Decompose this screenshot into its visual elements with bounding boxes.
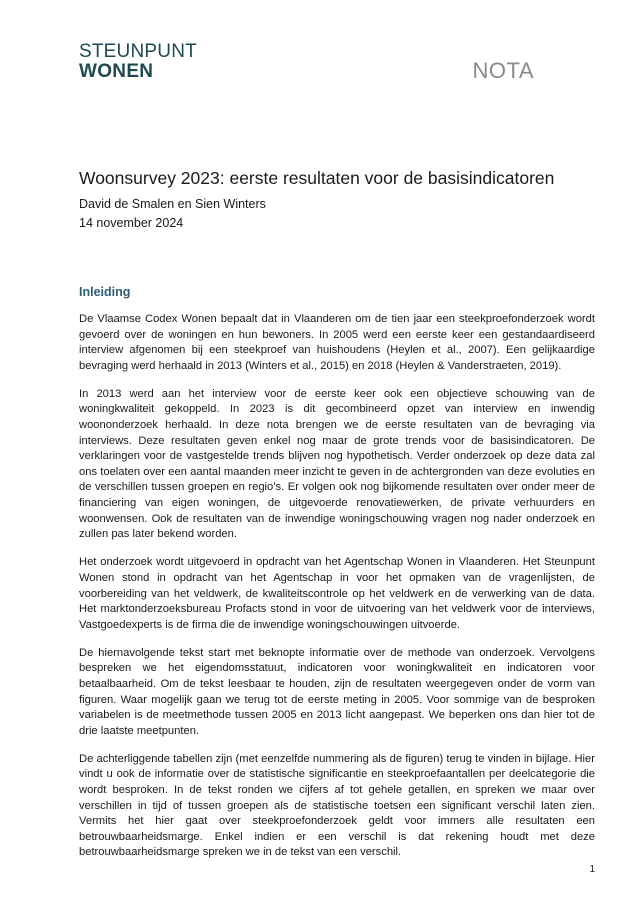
paragraph-5: De achterliggende tabellen zijn (met eenzelfde nummering als de figuren) terug te vinden in bijlage. Hier vindt u ook de informatie over de statistische significantie en steekproefaantallen per deelcategorie die wordt besproken. In de tekst ronden we cijfers af tot gehele getallen, en spreken we maar over verschillen in tijd of tussen groepen als de statistische toetsen een significant verschil laten zien. Vermits het hier gaat over steekproefonderzoek geldt voor immers alle resultaten een betrouwbaarheidsmarge. Enkel indien er een verschil is dat rekening houdt met deze betrouwbaarheidsmarge spreken we in de tekst van een verschil. — [79, 752, 595, 859]
section-heading-inleiding: Inleiding — [79, 285, 131, 299]
logo-line-2: WONEN — [79, 61, 154, 82]
section-body — [79, 312, 595, 874]
paragraph-1: De Vlaamse Codex Wonen bepaalt dat in Vlaanderen om de tien jaar een steekproefonderzoek wordt gevoerd over de woningen en hun bewoners. In 2005 werd een eerste keer een gestandaardiseerd interview afgenomen bij een steekproef van huishoudens (Heylen et al., 2007). Een gelijkaardige bevraging werd herhaald in 2013 (Winters et al., 2015) en 2018 (Heylen & Vanderstraeten, 2019). — [79, 313, 595, 372]
paragraph-2: In 2013 werd aan het interview voor de eerste keer ook een objectieve schouwing van de woningkwaliteit gekoppeld. In 2023 is dit gecombineerd opzet van interview en inwendig woononderzoek herhaald. In deze nota brengen we de eerste resultaten van de bevraging via interviews. Deze resultaten geven enkel nog maar de grote trends voor de basisindicatoren. De verklaringen voor de vastgestelde trends blijven nog hypothetisch. Verder onderzoek op deze data zal ons toelaten over een aantal maanden meer inzicht te geven in de achtergronden van deze evoluties en de verschillen tussen groepen en regio’s. Er volgen ook nog bijkomende resultaten over onder meer de financiering van eigen woningen, de uitgevoerde renovatiewerken, de private verhuurders en woonwensen. Ook de resultaten van de inwendige woningschouwing vragen nog nader onderzoek en zullen pas later bekend worden. — [79, 387, 595, 541]
document-date: 14 november 2024 — [79, 216, 184, 230]
document-type-label: NOTA — [472, 58, 534, 83]
page-number: 1 — [589, 864, 595, 875]
logo-line-1: STEUNPUNT — [79, 41, 197, 62]
document-title: Woonsurvey 2023: eerste resultaten voor de basisindicatoren — [79, 168, 555, 188]
paragraph-4: De hiernavolgende tekst start met beknopte informatie over de methode van onderzoek. Vervolgens bespreken we het eigendomsstatuut, indicatoren voor woningkwaliteit en indicatoren voor betaalbaarheid. Om de tekst leesbaar te houden, zijn de resultaten weergegeven onder de vorm van figuren. Waar mogelijk gaan we terug tot de eerste meting in 2005. Voor sommige van de besproken variabelen is de meetmethode tussen 2005 en 2013 licht aangepast. We beperken ons dan hier tot de drie laatste meetpunten. — [79, 646, 595, 737]
document-authors: David de Smalen en Sien Winters — [79, 197, 266, 211]
steunpunt-wonen-logo — [79, 42, 197, 81]
paragraph-3: Het onderzoek wordt uitgevoerd in opdracht van het Agentschap Wonen in Vlaanderen. Het Steunpunt Wonen stond in opdracht van het Agentschap in voor het opmaken van de vragenlijsten, de voorbereiding van het veldwerk, de kwaliteitscontrole op het veldwerk en de verwerking van de data. Het marktonderzoeksbureau Profacts stond in voor de uitvoering van het veldwerk voor de interviews, Vastgoedexperts is de firma die de inwendige woningschouwingen uitvoerde. — [79, 556, 595, 631]
